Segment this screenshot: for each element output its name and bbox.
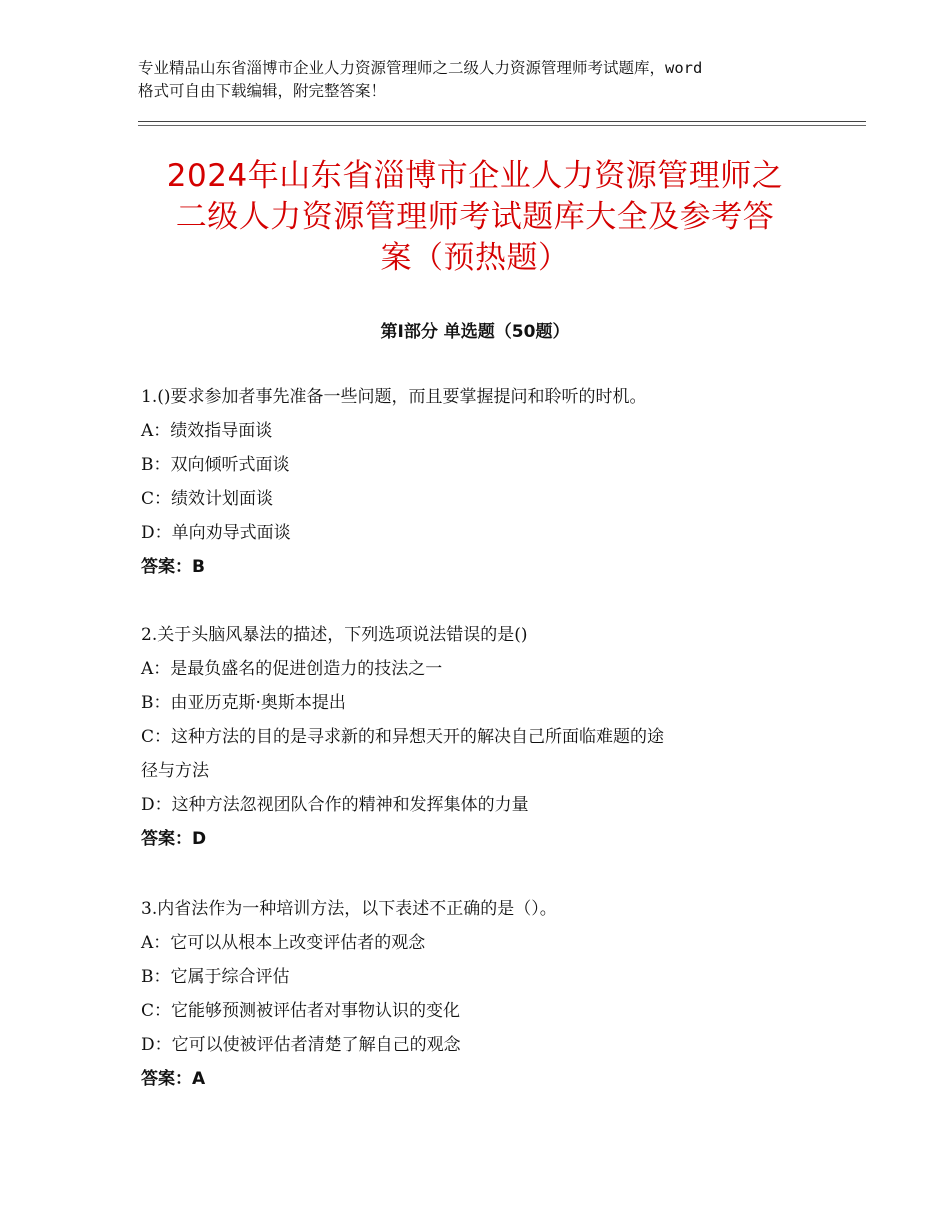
question-3 [141,892,821,1096]
question-stem: 3.内省法作为一种培训方法，以下表述不正确的是（）。 [141,899,557,919]
option-d: D：它可以使被评估者清楚了解自己的观念 [141,1035,461,1055]
answer: 答案：A [141,1069,206,1089]
header-rule [138,121,866,122]
option-a: A：绩效指导面谈 [141,421,273,441]
question-1 [141,380,821,584]
option-d: D：单向劝导式面谈 [141,523,291,543]
document-title [140,156,810,279]
question-2 [141,618,821,856]
title-line2: 二级人力资源管理师考试题库大全及参考答 [175,199,775,235]
option-a: A：它可以从根本上改变评估者的观念 [141,933,426,953]
title-line1: 2024年山东省淄博市企业人力资源管理师之 [166,158,784,194]
title-line3: 案（预热题） [380,240,570,276]
option-c: C：它能够预测被评估者对事物认识的变化 [141,1001,461,1021]
header-rule-thin [138,125,866,126]
section-heading: 第Ⅰ部分 单选题（50题） [380,322,570,342]
answer: 答案：B [141,557,205,577]
option-b: B：双向倾听式面谈 [141,455,290,475]
option-c-continued: 径与方法 [141,761,209,781]
option-c: C：绩效计划面谈 [141,489,274,509]
option-b: B：由亚历克斯·奥斯本提出 [141,693,346,713]
option-d: D：这种方法忽视团队合作的精神和发挥集体的力量 [141,795,529,815]
answer: 答案：D [141,829,207,849]
option-b: B：它属于综合评估 [141,967,290,987]
header-note [138,57,828,103]
header-note-line2: 格式可自由下载编辑，附完整答案！ [138,82,387,100]
question-stem: 2.关于头脑风暴法的描述，下列选项说法错误的是() [141,625,528,645]
header-note-line1: 专业精品山东省淄博市企业人力资源管理师之二级人力资源管理师考试题库，word [138,59,703,77]
option-c: C：这种方法的目的是寻求新的和异想天开的解决自己所面临难题的途 [141,727,665,747]
option-a: A：是最负盛名的促进创造力的技法之一 [141,659,443,679]
question-stem: 1.()要求参加者事先准备一些问题，而且要掌握提问和聆听的时机。 [141,387,647,407]
